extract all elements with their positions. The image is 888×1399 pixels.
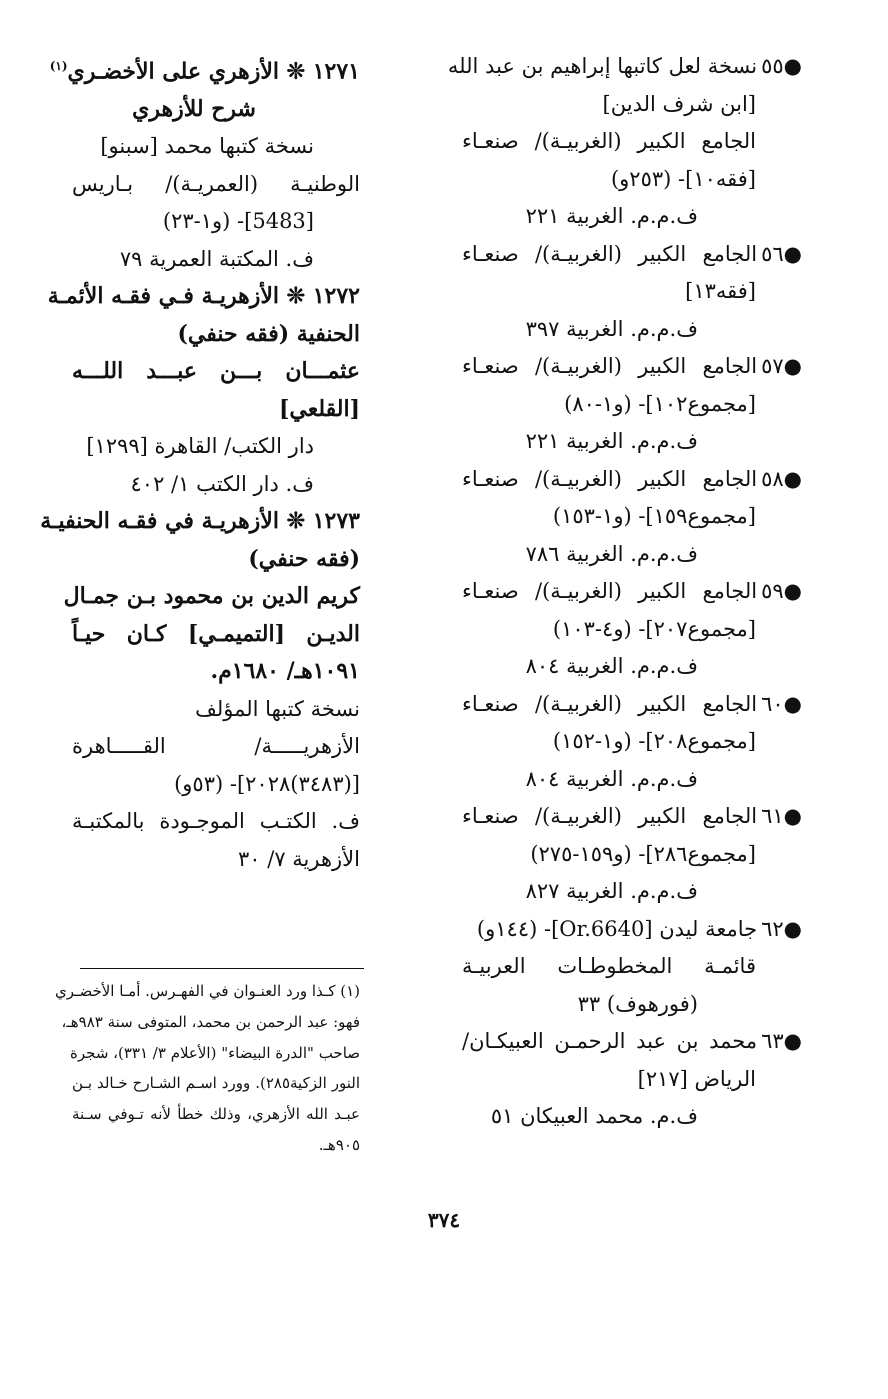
- entry-line: الجامع الكبير (الغربيـة)/ صنعـاء: [462, 691, 758, 716]
- entry-bullet: ●٥٨: [761, 466, 802, 491]
- entry-bullet: ●٦٣: [761, 1029, 802, 1053]
- entry-line: ف.م. محمد العبيكان ٥١: [490, 1104, 698, 1128]
- entry-58: [462, 461, 802, 574]
- entry-line: ف.م.م. الغربية ٣٩٧: [525, 316, 698, 341]
- entry-author: ١٠٩١هـ/ ١٦٨٠م.: [210, 658, 360, 685]
- page-number: ٣٧٤: [427, 1208, 461, 1232]
- entry-62: [462, 911, 802, 1024]
- entry-line: محمد بن عبد الرحمـن العبيكـان/: [462, 1029, 758, 1053]
- entry-line: نسخة لعل كاتبها إبراهيم بن عبد الله: [447, 54, 758, 78]
- entry-line: (فورهوف) ٣٣: [577, 991, 698, 1016]
- entry-59: [462, 573, 802, 686]
- entry-line: [مجموع١٥٩]- (و١-١٥٣): [552, 504, 756, 528]
- entry-line: قائمـة المخطوطـات العربيـة: [462, 954, 756, 978]
- entry-heading: (فقه حنفي): [248, 545, 360, 572]
- footnote-line: النور الزكية٢٨٥). وورد اسـم الشـارح خـالد بـن: [72, 1074, 360, 1093]
- left-column: [40, 48, 360, 878]
- entry-line: الجامع الكبير (الغربيـة)/ صنعـاء: [462, 129, 756, 153]
- entry-61: [462, 798, 802, 911]
- entry-line: الجامع الكبير (الغربيـة)/ صنعـاء: [462, 804, 758, 828]
- entry-bullet: ●٥٧: [761, 354, 802, 378]
- entry-bullet: ●٦٢: [761, 916, 802, 941]
- entry-heading: ١٢٧١ ❊ الأزهري على الأخضـري: [67, 58, 360, 85]
- entry-line: ف. الكتـب الموجـودة بالمكتبـة: [72, 809, 360, 834]
- entry-line: [ابن شرف الدين]: [602, 91, 756, 116]
- entry-1273: [40, 503, 360, 878]
- entry-line: نسخة كتبها المؤلف: [195, 696, 360, 721]
- entry-line: الجامع الكبير (الغربيـة)/ صنعـاء: [462, 354, 758, 378]
- entry-line: [فقه١٣]: [685, 279, 756, 303]
- footnote: [55, 976, 360, 1161]
- entry-line: الأزهريـــــة/ القـــــاهرة: [72, 734, 360, 759]
- entry-author: الديـن [التميمـي] كـان حيـاً: [72, 620, 360, 647]
- entry-line: الجامع الكبير (الغربيـة)/ صنعـاء: [462, 579, 758, 603]
- entry-author: [القلعي]: [279, 395, 360, 422]
- entry-line: ف. المكتبة العمرية ٧٩: [119, 246, 314, 271]
- entry-line: الأزهرية ٧/ ٣٠: [237, 846, 360, 871]
- entry-line: [5483]- (و١-٢٣): [162, 209, 314, 234]
- footnote-ref: (١): [49, 59, 68, 73]
- entry-line: الجامع الكبير (الغربيـة)/ صنعـاء: [462, 466, 758, 491]
- entry-line: [مجموع١٠٢]- (و١-٨٠): [564, 391, 756, 416]
- entry-line: [مجموع٢٠٧]- (و٤-١٠٣): [552, 616, 756, 641]
- entry-line: [مجموع٢٠٨]- (و١-١٥٢): [552, 729, 756, 753]
- footnote-line: ٩٠٥هـ.: [318, 1135, 360, 1154]
- entry-line: ف. دار الكتب ١/ ٤٠٢: [130, 471, 314, 496]
- entry-line: ف.م.م. الغربية ٨٠٤: [525, 654, 698, 678]
- entry-author: كريم الدين بن محمود بـن جمـال: [63, 583, 360, 610]
- entry-bullet: ●٦١: [761, 804, 802, 828]
- entry-line: جامعة ليدن [Or.6640]- (١٤٤و): [476, 916, 758, 941]
- entry-56: [462, 236, 802, 349]
- footnote-divider: [80, 968, 364, 969]
- right-column: [447, 48, 802, 1136]
- footnote-line: (١) كـذا ورد العنـوان في الفهـرس. أمـا الأخضـري: [55, 982, 360, 1000]
- entry-1271: [49, 48, 360, 278]
- entry-line: دار الكتب/ القاهرة [١٢٩٩]: [86, 434, 314, 459]
- entry-heading: الحنفية (فقه حنفي): [177, 320, 360, 347]
- entry-55: [447, 48, 802, 236]
- entry-author: عثمـــان بـــن عبـــد اللـــه: [72, 358, 360, 385]
- entry-subtitle: شرح للأزهري: [132, 95, 256, 122]
- entry-line: الوطنيـة (العمريـة)/ بـاريس: [72, 171, 360, 196]
- entry-63: [462, 1023, 802, 1136]
- footnote-line: فهو: عبد الرحمن بن محمد، المتوفى سنة ٩٨٣هـ،: [61, 1012, 360, 1031]
- entry-heading: ١٢٧٢ ❊ الأزهريـة فـي فقـه الأئمـة: [47, 283, 360, 310]
- entry-line: ف.م.م. الغربية ٧٨٦: [525, 541, 698, 566]
- entry-line: ف.م.م. الغربية ٢٢١: [525, 204, 698, 228]
- entry-line: ف.م.م. الغربية ٢٢١: [525, 429, 698, 453]
- entry-bullet: ●٥٩: [761, 579, 802, 603]
- footnote-line: عبـد الله الأزهري، وذلك خطأ لأنه تـوفي سـنة: [72, 1105, 360, 1124]
- entry-line: [(٣٤٨٣)٢٠٢٨]- (٥٣و): [174, 771, 360, 796]
- entry-heading: ١٢٧٣ ❊ الأزهريـة في فقـه الحنفيـة: [40, 508, 360, 535]
- entry-57: [462, 348, 802, 461]
- entry-line: نسخة كتبها محمد [سبنو]: [100, 134, 314, 159]
- entry-bullet: ●٥٥: [761, 54, 802, 78]
- entry-line: ف.م.م. الغربية ٨٢٧: [525, 879, 698, 903]
- footnote-line: صاحب "الدرة البيضاء" (الأعلام ٣/ ٣٣١)، شجرة: [70, 1043, 360, 1062]
- entry-line: [فقه١٠]- (٢٥٣و): [610, 166, 756, 191]
- entry-1272: [47, 278, 360, 503]
- entry-bullet: ●٦٠: [761, 691, 802, 716]
- entry-bullet: ●٥٦: [761, 241, 802, 266]
- entry-line: الجامع الكبير (الغربيـة)/ صنعـاء: [462, 241, 758, 266]
- entry-line: الرياض [٢١٧]: [637, 1066, 756, 1091]
- entry-line: ف.م.م. الغربية ٨٠٤: [525, 766, 698, 791]
- entry-60: [462, 686, 802, 799]
- entry-line: [مجموع٢٨٦]- (و١٥٩-٢٧٥): [530, 841, 756, 866]
